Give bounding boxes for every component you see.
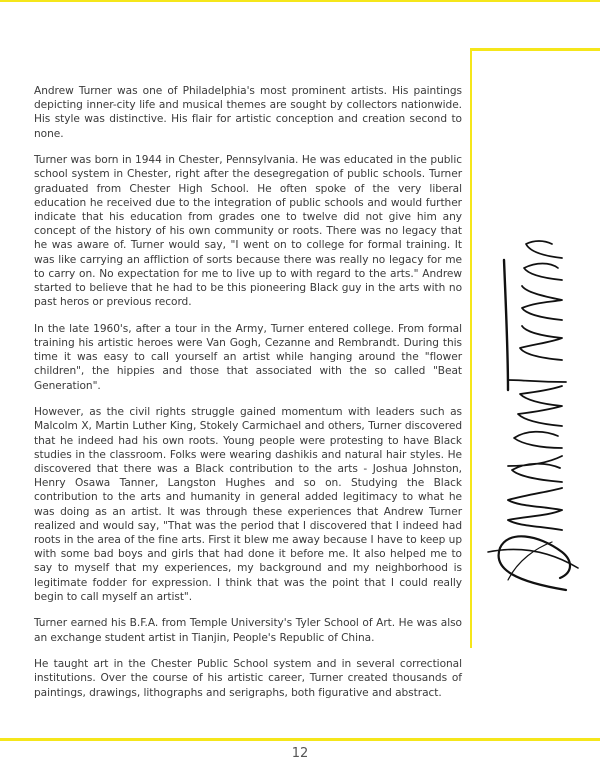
paragraph: Andrew Turner was one of Philadelphia's most prominent artists. His paintings depicting inner-city life and musical themes are sought by collectors nationwide. His style was distinctive. His flair for artistic conception and creation second to none. (34, 85, 462, 140)
accent-rule-vertical (470, 48, 472, 648)
accent-rule-right (470, 48, 600, 51)
paragraph: He taught art in the Chester Public School system and in several correctional institutions. Over the course of his artistic career, Turner created thousands of paintings, drawings, lithographs and serigraphs, both figurative and abstract. (34, 658, 462, 699)
paragraph: Turner earned his B.F.A. from Temple University's Tyler School of Art. He was also an exchange student artist in Tianjin, People's Republic of China. (34, 617, 462, 644)
page-number: 12 (291, 746, 309, 761)
top-rule (0, 0, 600, 2)
signature-image (478, 230, 590, 610)
paragraph: Turner was born in 1944 in Chester, Pennsylvania. He was educated in the public school system in Chester, right after the desegregation of public schools. Turner graduated from Chester High School. He often spoke of the very liberal education he received due to the integration of public schools and would further indicate that his education from grades one to twelve did not give him any concept of the history of his own community or roots. There was no legacy that he was aware of. Turner would say, "I went on to college for formal training. It was like carrying an affliction of sorts because there was really no legacy for me to carry on. No expectation for me to live up to with regard to the arts." Andrew started to believe that he had to be this pioneering Black guy in the arts with no past heros or previous record. (34, 154, 462, 309)
bottom-rule (0, 738, 600, 741)
paragraph: In the late 1960's, after a tour in the Army, Turner entered college. From formal training his artistic heroes were Van Gogh, Cezanne and Rembrandt. During this time it was easy to call yourself an artist while hanging around the "flower children", the hippies and those that associated with the so called "Beat Generation". (34, 322, 462, 392)
paragraph: However, as the civil rights struggle gained momentum with leaders such as Malcolm X, Martin Luther King, Stokely Carmichael and others, Turner discovered that he indeed had his own roots. Young people were protesting to have Black studies in the classroom. Folks were wearing dashikis and natural hair styles. He discovered that there was a Black contribution to the arts - Joshua Johnston, Henry Osawa Tanner, Langston Hughes and so on. Studying the Black contribution to the arts and humanity in general added legitimacy to what he was doing as an artist. It was through these experiences that Andrew Turner realized and would say, "That was the period that I discovered that I indeed had roots in the area of the fine arts. First it blew me away because I have to keep up with some bad boys and girls that had done it before me. It also helped me to say to myself that my experiences, my background and my neighborhood is legitimate fodder for expression. I think that was the point that I could really begin to call myself an artist". (34, 406, 462, 603)
body-text (34, 84, 462, 712)
